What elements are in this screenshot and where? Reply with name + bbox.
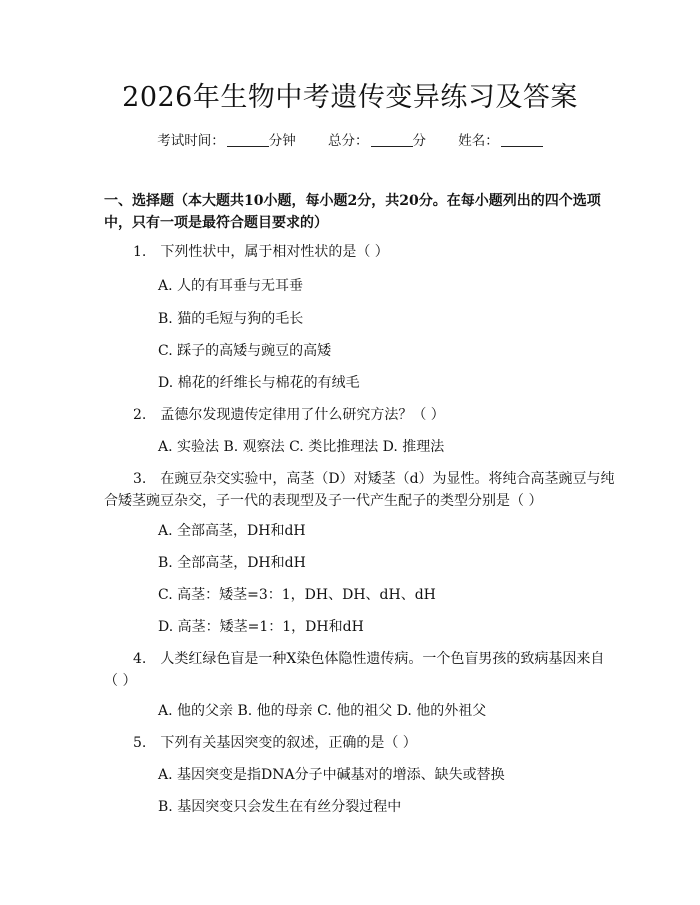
score-unit: 分 <box>412 133 426 149</box>
question-4-options: A. 他的父亲 B. 他的母亲 C. 他的祖父 D. 他的外祖父 <box>158 703 487 719</box>
time-label: 考试时间： <box>157 133 225 149</box>
time-blank <box>227 134 269 147</box>
score-label: 总分： <box>328 133 369 149</box>
section-heading: 一、选择题（本大题共10小题，每小题2分，共20分。在每小题列出的四个选项中，只有一项是最符合题目要求的） <box>104 193 601 231</box>
score-blank <box>371 134 413 147</box>
page-title: 2026年生物中考遗传变异练习及答案 <box>122 82 578 113</box>
question-1-option-c: C. 踩子的高矮与豌豆的高矮 <box>158 343 332 359</box>
question-4-stem-line1: 4. 人类红绿色盲是一种X染色体隐性遗传病。一个色盲男孩的致病基因来自 <box>133 651 605 667</box>
question-5-stem: 5. 下列有关基因突变的叙述，正确的是（ ） <box>133 735 417 751</box>
exam-meta <box>0 131 700 151</box>
name-label: 姓名： <box>458 133 499 149</box>
question-5-option-a: A. 基因突变是指DNA分子中碱基对的增添、缺失或替换 <box>158 767 505 783</box>
name-field <box>458 133 543 149</box>
question-3-option-a: A. 全部高茎，DH和dH <box>158 523 306 539</box>
score-field <box>328 133 430 149</box>
time-field <box>157 133 300 149</box>
question-1-option-d: D. 棉花的纤维长与棉花的有绒毛 <box>158 375 360 391</box>
question-1-stem: 1. 下列性状中，属于相对性状的是（ ） <box>133 244 389 260</box>
question-3-option-b: B. 全部高茎，DH和dH <box>158 555 306 571</box>
question-1-option-a: A. 人的有耳垂与无耳垂 <box>158 278 304 294</box>
question-3-stem-line1: 3. 在豌豆杂交实验中，高茎（D）对矮茎（d）为显性。将纯合高茎豌豆与纯 <box>133 471 615 487</box>
question-3-option-d: D. 高茎：矮茎=1：1，DH和dH <box>158 619 364 635</box>
name-blank <box>501 134 543 147</box>
question-2-stem: 2. 孟德尔发现遗传定律用了什么研究方法？（ ） <box>133 407 445 423</box>
question-3-option-c: C. 高茎：矮茎=3：1，DH、DH、dH、dH <box>158 587 436 603</box>
question-2-options: A. 实验法 B. 观察法 C. 类比推理法 D. 推理法 <box>158 439 445 455</box>
question-1-option-b: B. 猫的毛短与狗的毛长 <box>158 311 304 327</box>
time-unit: 分钟 <box>268 133 296 149</box>
question-3-stem-line2: 合矮茎豌豆杂交，子一代的表现型及子一代产生配子的类型分别是（ ） <box>104 493 543 509</box>
question-4-stem-line2: （ ） <box>104 673 137 689</box>
question-5-option-b: B. 基因突变只会发生在有丝分裂过程中 <box>158 799 402 815</box>
